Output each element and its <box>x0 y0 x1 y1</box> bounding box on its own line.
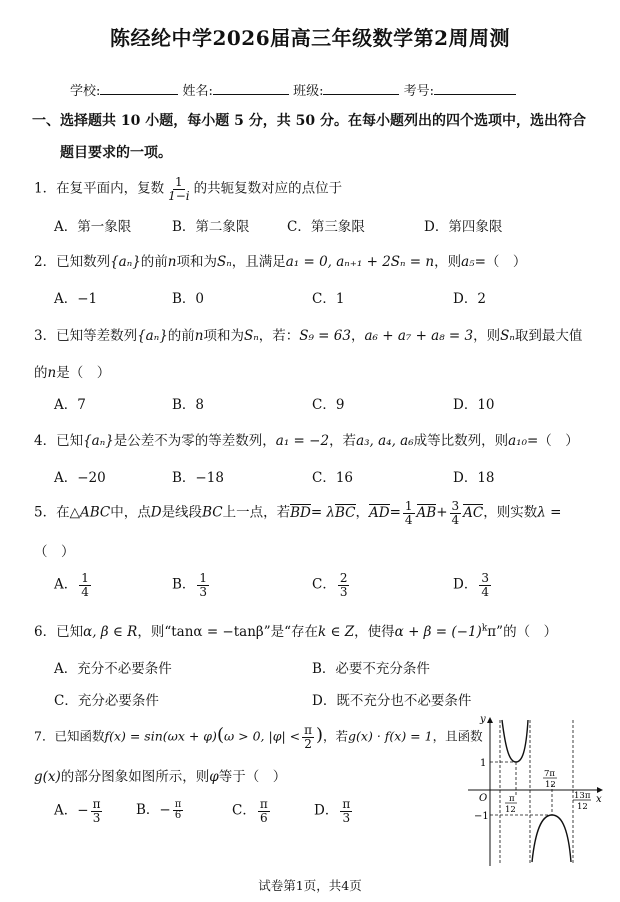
q5-option-a[interactable]: A． $\frac{1}{4}$ <box>54 571 89 599</box>
name-label: 姓名: <box>182 84 213 99</box>
exam-no-label: 考号: <box>403 84 434 99</box>
q2-option-b[interactable]: B．0 <box>172 291 205 307</box>
y-axis-label: y <box>480 714 486 725</box>
q1-suffix: 的共轭复数对应的点位于 <box>193 180 343 197</box>
x-tick-7pi12-den: 12 <box>545 780 556 790</box>
q5-option-b[interactable]: B． $\frac{1}{3}$ <box>172 571 208 599</box>
x-tick-pi12-num: π <box>509 794 515 804</box>
q5-option-d[interactable]: D． $\frac{3}{4}$ <box>453 571 489 599</box>
origin-label: O <box>479 793 488 804</box>
q1-fraction: $\frac{1}{1-i}$ <box>168 175 190 203</box>
class-blank[interactable] <box>323 82 399 95</box>
section-heading-line2: 题目要求的一项。 <box>60 145 172 161</box>
x-tick-13pi12-den: 12 <box>577 802 588 812</box>
question-5: 5．在△ABC中，点D是线段BC上一点，若BD= λBC，AD= $\frac{1}{4}$ AB+ $\frac{3}{4}$ AC，则实数λ = <box>34 499 562 527</box>
q2-option-a[interactable]: A．−1 <box>54 291 98 307</box>
q4-option-b[interactable]: B．−18 <box>172 470 224 486</box>
school-label: 学校: <box>70 84 101 99</box>
page-title: 陈经纶中学2026届高三年级数学第2周周测 <box>109 26 511 50</box>
q4-option-c[interactable]: C．16 <box>312 470 354 486</box>
q7-option-b[interactable]: B．− $\frac{\pi}{6}$ <box>136 798 182 821</box>
q1-option-b[interactable]: B．第二象限 <box>172 219 250 235</box>
q7-option-a[interactable]: A．− $\frac{\pi}{3}$ <box>54 797 101 825</box>
q1-option-d[interactable]: D．第四象限 <box>424 219 503 235</box>
curve-upper-branch <box>502 720 528 762</box>
x-axis-label: x <box>596 794 602 805</box>
y-tick-1: 1 <box>480 758 487 769</box>
q6-option-c[interactable]: C．充分必要条件 <box>54 693 159 709</box>
q1-option-c[interactable]: C．第三象限 <box>287 219 365 235</box>
question-3-line2: 的n是（ ） <box>34 365 111 381</box>
question-5-line2: （ ） <box>34 544 75 560</box>
x-tick-7pi12-num: 7π <box>544 769 555 779</box>
q6-option-a[interactable]: A．充分不必要条件 <box>54 661 172 677</box>
q7-graph <box>460 712 610 870</box>
q3-option-b[interactable]: B．8 <box>172 397 205 413</box>
section-heading-line1: 一、选择题共 10 小题，每小题 5 分，共 50 分。在每小题列出的四个选项中，选出符合 <box>32 113 586 129</box>
q4-option-d[interactable]: D．18 <box>453 470 495 486</box>
q3-option-d[interactable]: D．10 <box>453 397 495 413</box>
curve-lower-branch <box>532 815 571 862</box>
x-tick-13pi12-num: 13π <box>574 791 591 801</box>
q3-option-c[interactable]: C．9 <box>312 397 345 413</box>
question-6: 6．已知α, β ∈ R，则“tanα = −tanβ”是“存在k ∈ Z，使得$\alpha + \beta = (-1)^k\pi$”的（ ） <box>34 623 558 640</box>
x-tick-pi12-den: 12 <box>505 805 516 815</box>
question-1 <box>34 176 342 202</box>
name-blank[interactable] <box>213 82 289 95</box>
q3-option-a[interactable]: A．7 <box>54 397 86 413</box>
q7-option-d[interactable]: D． $\frac{\pi}{3}$ <box>314 797 351 825</box>
q6-option-d[interactable]: D．既不充分也不必要条件 <box>312 693 472 709</box>
exam-no-blank[interactable] <box>434 82 516 95</box>
question-4: 4．已知{aₙ}是公差不为零的等差数列，a₁ = −2，若a₃, a₄, a₆成等比数列，则a₁₀=（ ） <box>34 433 579 449</box>
q4-option-a[interactable]: A．−20 <box>54 470 106 486</box>
class-label: 班级: <box>293 84 324 99</box>
question-2: 2．已知数列{aₙ}的前n项和为Sₙ，且满足a₁ = 0, aₙ₊₁ + 2Sₙ = n，则a₅=（ ） <box>34 254 527 270</box>
school-blank[interactable] <box>100 82 178 95</box>
q5-option-c[interactable]: C． $\frac{2}{3}$ <box>312 571 348 599</box>
student-info-line <box>70 80 516 99</box>
question-7-line2: g(x)的部分图象如图所示，则φ等于（ ） <box>34 769 287 785</box>
q1-text: 1．在复平面内，复数 <box>34 180 165 197</box>
q2-option-c[interactable]: C．1 <box>312 291 345 307</box>
y-tick-neg1: −1 <box>474 811 489 822</box>
q1-option-a[interactable]: A．第一象限 <box>54 219 132 235</box>
q6-option-b[interactable]: B．必要不充分条件 <box>312 661 430 677</box>
question-3: 3．已知等差数列{aₙ}的前n项和为Sₙ，若：S₉ = 63，a₆ + a₇ + a₈ = 3，则Sₙ取到最大值 <box>34 328 583 344</box>
q2-option-d[interactable]: D．2 <box>453 291 486 307</box>
question-7: 7．已知函数f(x) = sin(ωx + φ)(ω > 0, |φ| < $\frac{\pi}{2}$ )，若g(x) · f(x) = 1，且函数 <box>34 723 483 751</box>
page-footer: 试卷第1页，共4页 <box>258 878 362 893</box>
q7-option-c[interactable]: C． $\frac{\pi}{6}$ <box>232 797 268 825</box>
